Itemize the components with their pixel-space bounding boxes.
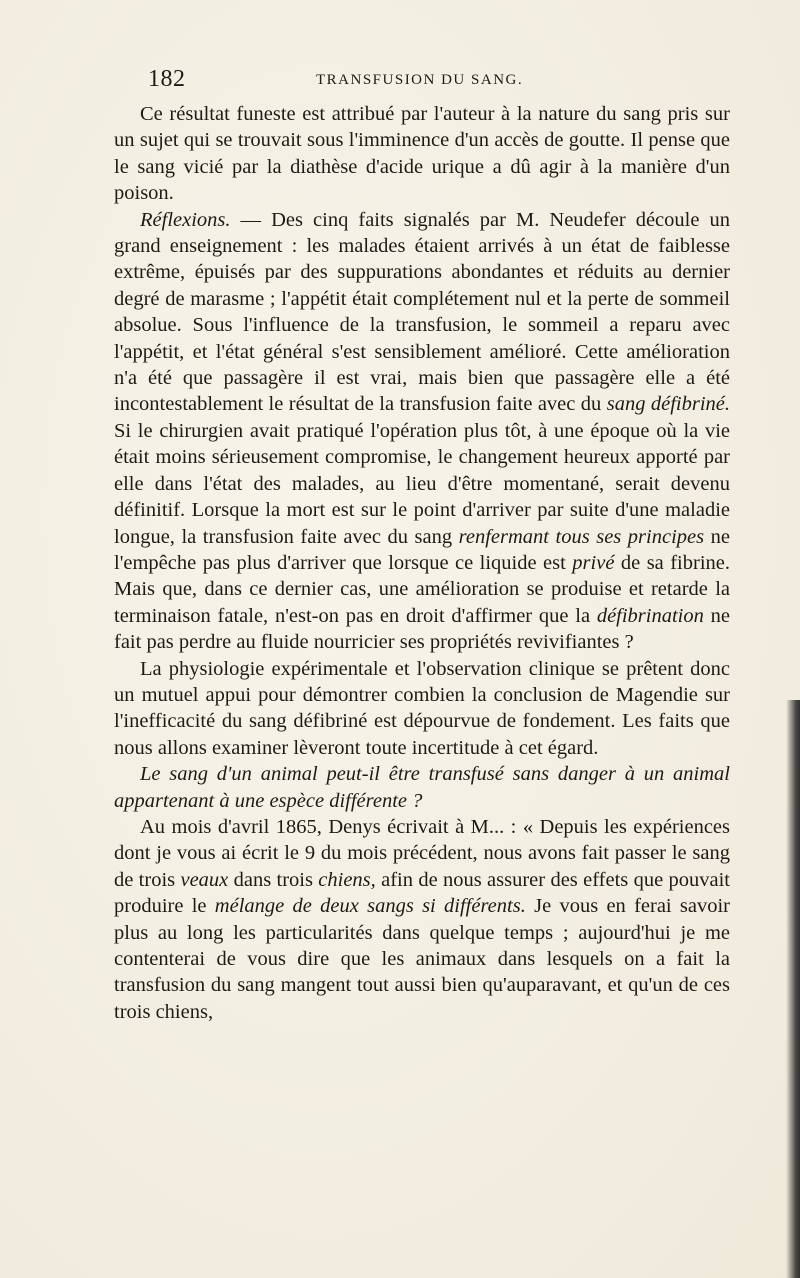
page-header bbox=[148, 66, 730, 96]
body-text bbox=[114, 101, 730, 1025]
running-title: TRANSFUSION DU SANG. bbox=[316, 72, 524, 88]
reflexions-label: Réflexions. bbox=[140, 208, 231, 231]
page-number: 182 bbox=[148, 66, 186, 92]
paragraph-denys: Au mois d'avril 1865, Denys écrivait à M... : « Depuis les expériences dont je vous ai écrit le 9 du mois précédent, nous avons fait passer le sang de trois veaux dans trois chiens, afin de nous assurer des effets que pouvait produire le mélange de deux sangs si différents. Je vous en ferai savoir plus au long les particularités dans quelque temps ; aujourd'hui je me contenterai de vous dire que les animaux dans lesquels on a fait la transfusion du sang mangent tout aussi bien qu'auparavant, et qu'un de ces trois chiens, bbox=[114, 815, 730, 1023]
paragraph-reflexions: Réflexions. — Des cinq faits signalés par M. Neudefer découle un grand enseignement : les malades étaient arrivés à un état de faiblesse extrême, épuisés par des suppurations abondantes et réduits au dernier degré de marasme ; l'appétit était complétement nul et la perte de sommeil absolue. Sous l'influence de la transfusion, le sommeil a reparu avec l'appétit, et l'état général s'est sensiblement amélioré. Cette amélioration n'a été que passagère il est vrai, mais bien que passagère elle a été incontestablement le résultat de la transfusion faite avec du sang défibriné. Si le chirurgien avait pratiqué l'opération plus tôt, à une époque où la vie était moins sérieusement compromise, le changement heureux apporté par elle dans l'état des malades, au lieu d'être momentané, serait devenu définitif. Lorsque la mort est sur le point d'arriver par suite d'une maladie longue, la transfusion faite avec du sang renfermant tous ses principes ne l'empêche pas plus d'arriver que lorsque ce liquide est privé de sa fibrine. Mais que, dans ce dernier cas, une amélioration se produise et retarde la terminaison fatale, n'est-on pas en droit d'affirmer que la défibrination ne fait pas perdre au fluide nourricier ses propriétés revivifiantes ? bbox=[114, 208, 730, 654]
section-question-heading: Le sang d'un animal peut-il être transfusé sans danger à un animal appartenant à une espèce différente ? bbox=[114, 763, 730, 812]
paragraph-1: Ce résultat funeste est attribué par l'auteur à la nature du sang pris sur un sujet qui se trouvait sous l'imminence d'un accès de goutte. Il pense que le sang vicié par la diathèse d'acide urique a dû agir à la manière d'un poison. bbox=[114, 103, 730, 205]
page-edge-shadow bbox=[786, 700, 800, 1278]
paragraph-physiologie: La physiologie expérimentale et l'observation clinique se prêtent donc un mutuel appui pour démontrer combien la conclusion de Magendie sur l'inefficacité du sang défibriné est dépourvue de fondement. Les faits que nous allons examiner lèveront toute incertitude à cet égard. bbox=[114, 657, 730, 759]
